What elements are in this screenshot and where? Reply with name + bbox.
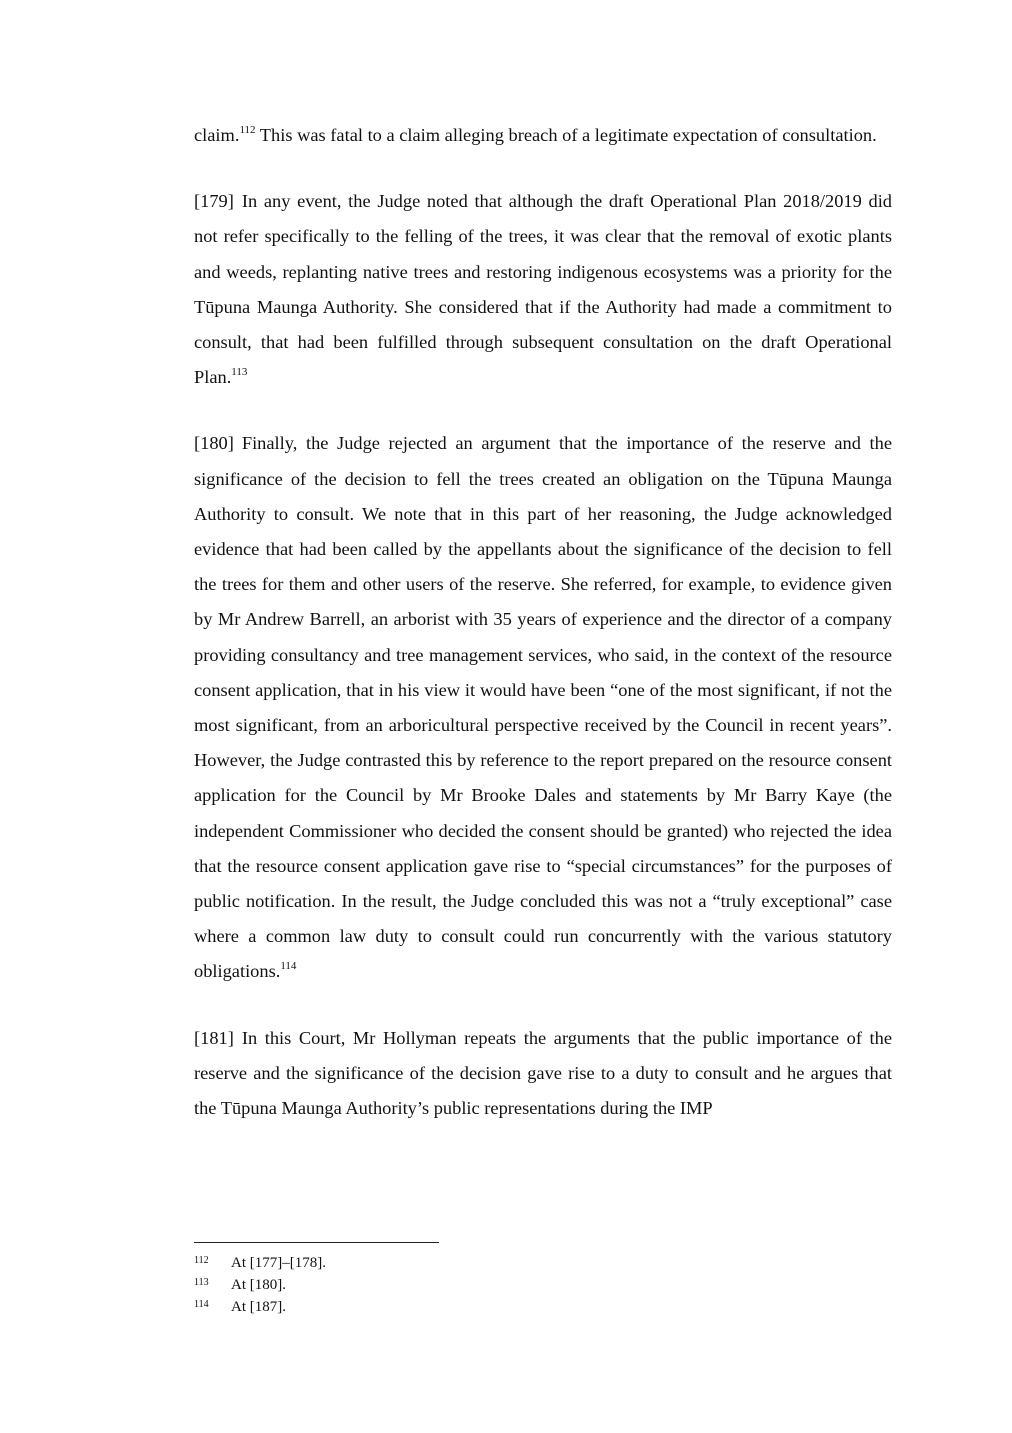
footnote-113 [194,1275,892,1297]
paragraph-number: [180] [194,433,234,454]
paragraph-text: claim. [194,125,240,145]
footnote-114 [194,1297,892,1319]
paragraph-181 [194,1021,892,1127]
footnote-text: At [180]. [231,1277,286,1293]
footnote-number: 114 [194,1299,209,1310]
paragraph-text: Finally, the Judge rejected an argument that the importance of the reserve and the significance of the decision to fell the trees created an obligation on the Tūpuna Maunga Authority to consult. We note that in this part of her reasoning, the Judge acknowledged evidence that had been called by the appellants about the significance of the decision to fell the trees for them and other users of the reserve. She referred, for example, to evidence given by Mr Andrew Barrell, an arborist with 35 years of experience and the director of a company providing consultancy and tree management services, who said, in the context of the resource consent application, that in his view it would have been “one of the most significant, if not the most significant, from an arboricultural perspective received by the Council in recent years”. However, the Judge contrasted this by reference to the report prepared on the resource consent application for the Council by Mr Brooke Dales and statements by Mr Barry Kaye (the independent Commissioner who decided the consent should be granted) who rejected the idea that the resource consent application gave rise to “special circumstances” for the purposes of public notification. In the result, the Judge concluded this was not a “truly exceptional” case where a common law duty to consult could run concurrently with the various statutory obligations. [194,433,892,982]
footnote-reference: 113 [231,366,248,379]
judgment-body [194,118,892,1157]
footnote-reference: 112 [239,123,256,136]
footnote-text: At [177]–[178]. [231,1255,326,1271]
paragraph-number: [181] [194,1027,234,1048]
paragraph-text: This was fatal to a claim alleging breach of a legitimate expectation of consultation. [255,125,877,145]
paragraph-continued [194,118,892,153]
paragraph-number: [179] [194,191,234,212]
footnote-text: At [187]. [231,1299,286,1315]
footnote-reference: 114 [280,960,297,973]
paragraph-179 [194,184,892,395]
footnotes [194,1253,892,1319]
paragraph-text: In any event, the Judge noted that although the draft Operational Plan 2018/2019 did not refer specifically to the felling of the trees, it was clear that the removal of exotic plants and weeds, replanting native trees and restoring indigenous ecosystems was a priority for the Tūpuna Maunga Authority. She considered that if the Authority had made a commitment to consult, that had been fulfilled through subsequent consultation on the draft Operational Plan. [194,191,892,388]
footnote-separator [194,1242,439,1243]
footnote-number: 113 [194,1277,209,1288]
paragraph-text: In this Court, Mr Hollyman repeats the arguments that the public importance of the reserve and the significance of the decision gave rise to a duty to consult and he argues that the Tūpuna Maunga Authority’s public representations during the IMP [194,1027,892,1119]
footnote-number: 112 [194,1255,209,1266]
paragraph-180 [194,426,892,989]
footnote-112 [194,1253,892,1275]
